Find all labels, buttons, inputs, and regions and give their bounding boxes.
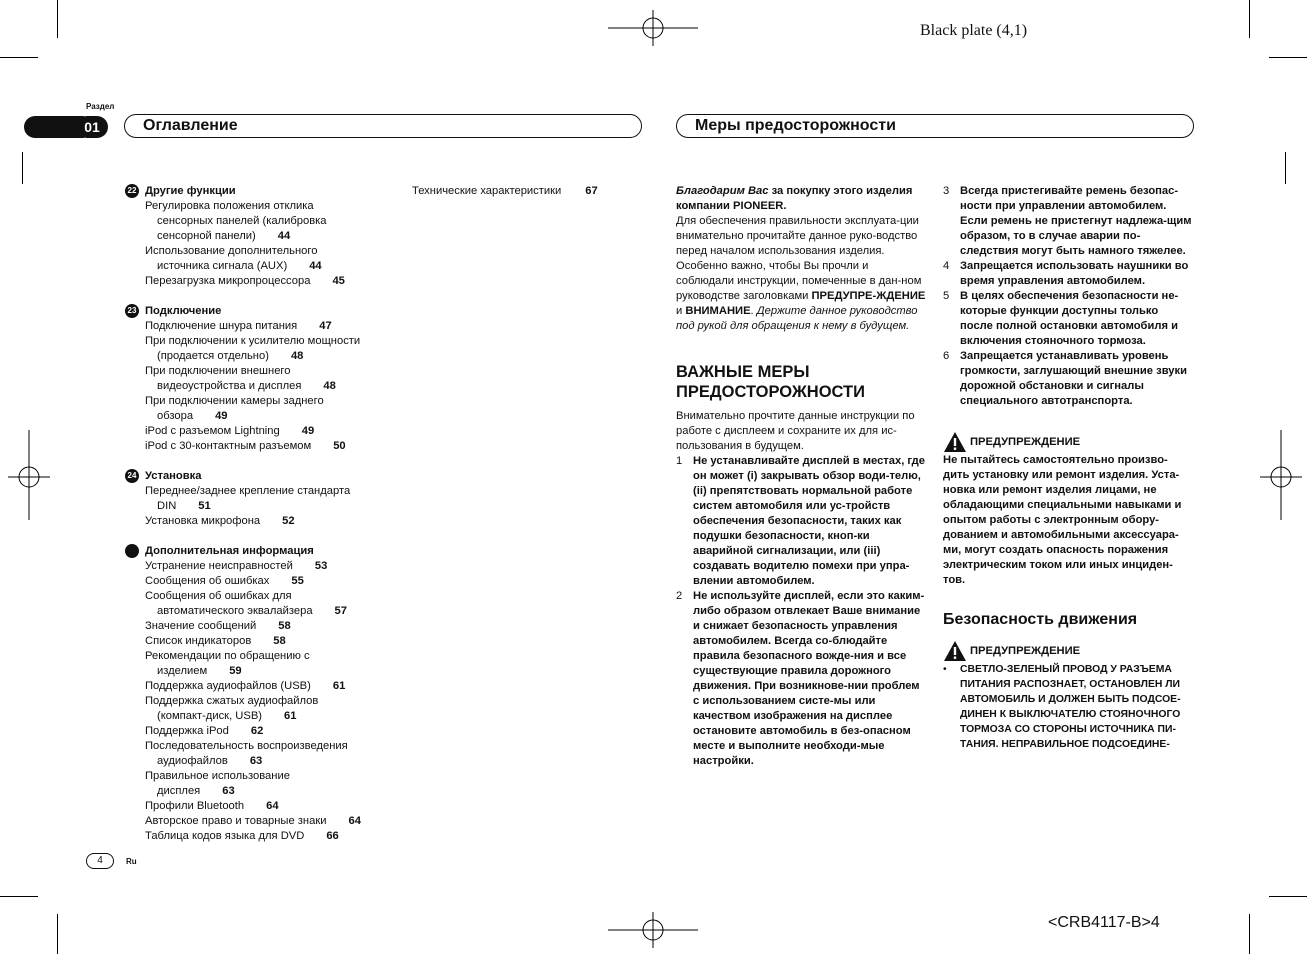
- toc-item[interactable]: [145, 694, 395, 724]
- numbered-item: [676, 454, 926, 589]
- registration-mark-icon: [608, 912, 698, 948]
- toc-item[interactable]: [145, 244, 395, 274]
- toc-item-label: видеоустройства и дисплея: [157, 380, 302, 392]
- toc-tech-specs: [412, 184, 612, 199]
- toc-item-label: Подключение шнура питания: [145, 320, 298, 332]
- toc-item-label: При подключении камеры заднего: [145, 395, 324, 407]
- toc-item-label: изделием: [157, 665, 208, 677]
- toc-item-label: Значение сообщений: [145, 620, 257, 632]
- warning-heading: [943, 431, 1193, 453]
- toc-item-page: 64: [348, 815, 361, 827]
- toc-item-page: 44: [277, 230, 291, 242]
- warning-text: Не пытайтесь самостоятельно произво-дить установку или ремонт изделия. Уста-новка или ремонт изделия лицами, не обладающими специальными навыками и опытом работы с электронным обору-дованием и автомобильными аксессуара-ми, могут создать опасность поражения электрическим током или иных инциден-тов.: [943, 454, 1182, 586]
- crop-mark: [1269, 57, 1307, 58]
- intro-and: и: [676, 305, 686, 317]
- toc-item-label: дисплея: [157, 785, 201, 797]
- toc-item-page: 66: [326, 830, 339, 842]
- toc-item-page: 59: [229, 665, 242, 677]
- crop-mark: [1269, 896, 1307, 897]
- warning-title: ПРЕДУПРЕЖДЕНИЕ: [970, 435, 1081, 448]
- toc-item-label: Список индикаторов: [145, 635, 252, 647]
- item-number: 3: [943, 185, 950, 197]
- numbered-item: [676, 589, 926, 769]
- crop-mark: [57, 914, 58, 954]
- toc-item[interactable]: [145, 559, 395, 574]
- toc-item-label: аудиофайлов: [157, 755, 228, 767]
- item-text: Всегда пристегивайте ремень безопас-ности при управлении автомобилем. Если ремень не пристегнут надлежа-щим образом, то в случае аварии по-следствия могут быть намного тяжелее.: [960, 185, 1192, 257]
- registration-mark-icon: [608, 10, 698, 46]
- toc-item[interactable]: [145, 574, 395, 589]
- toc-item[interactable]: [145, 589, 395, 619]
- toc-item-label: Установка микрофона: [145, 515, 261, 527]
- toc-section: [145, 544, 395, 844]
- toc-item-page: 48: [290, 350, 304, 362]
- toc-item-page: 62: [250, 725, 264, 737]
- bullet-item: [943, 662, 1193, 752]
- toc-item-page: 52: [282, 515, 295, 527]
- language-code: Ru: [126, 857, 137, 866]
- toc-item-label: Последовательность воспроизведения: [145, 740, 348, 752]
- intro-caution-word: ВНИМАНИЕ: [685, 305, 751, 317]
- toc-section-title[interactable]: Подключение: [145, 305, 222, 317]
- toc-section: [127, 304, 395, 454]
- toc-item-label: Профили Bluetooth: [145, 800, 245, 812]
- section-label: Раздел: [86, 102, 115, 111]
- section-bar: [24, 116, 84, 138]
- toc-section-title[interactable]: Другие функции: [145, 185, 236, 197]
- toc-item[interactable]: [145, 619, 395, 634]
- toc-item-label: Перезагрузка микропроцессора: [145, 275, 311, 287]
- toc-item-page: 63: [222, 785, 235, 797]
- intro-warning-word: ПРЕДУПРЕ-ЖДЕНИЕ: [811, 290, 926, 302]
- toc-item-page: 55: [291, 575, 304, 587]
- toc-item[interactable]: [145, 274, 395, 289]
- toc-item-label: Переднее/заднее крепление стандарта: [145, 485, 351, 497]
- toc-section: [127, 469, 395, 529]
- item-text: Запрещается использовать наушники во время управления автомобилем.: [960, 260, 1189, 287]
- toc-item[interactable]: [145, 319, 395, 334]
- toc-item[interactable]: [145, 634, 395, 649]
- toc-item-label: (продается отдельно): [157, 350, 269, 362]
- toc-item-page: 44: [309, 260, 322, 272]
- toc-section-title[interactable]: Дополнительная информация: [145, 545, 314, 557]
- chapter-number-badge: 24: [125, 469, 139, 483]
- toc-item[interactable]: [145, 829, 395, 844]
- toc-item-label: Сообщения об ошибках для: [145, 590, 292, 602]
- important-precautions-heading: ВАЖНЫЕ МЕРЫ ПРЕДОСТОРОЖНОСТИ: [676, 363, 865, 401]
- toc-item[interactable]: [145, 799, 395, 814]
- intro-text: Для обеспечения правильности эксплуата-ции внимательно прочитайте данное руко-водство перед началом использования изделия. Особенно важно, чтобы Вы прочли и соблюдали инструкции, помеченные в дан-ном руководстве заголовками: [676, 215, 922, 302]
- page-number: 4: [86, 853, 114, 869]
- intro-company: за покупку этого изделия компании PIONEER.: [676, 185, 913, 212]
- warning-heading: [943, 640, 1193, 662]
- toc-item-label: Сообщения об ошибках: [145, 575, 270, 587]
- intro-thanks: Благодарим Вас: [676, 185, 769, 197]
- toc-item[interactable]: [145, 679, 395, 694]
- intro-body: [676, 214, 926, 334]
- toc-item[interactable]: [145, 439, 395, 454]
- chapter-number-badge: [125, 544, 139, 558]
- toc-item-label: источника сигнала (AUX): [157, 260, 288, 272]
- item-text: Не устанавливайте дисплей в местах, где он может (i) закрывать обзор води-телю, (ii) препятствовать нормальной работе систем автомобиля или ус-тройств обеспечения безопасности, таких как подушки безопасности, кноп-ки аварийной сигнализации, или (iii) создавать водителю помехи при упра-влении автомобилем.: [693, 455, 925, 587]
- item-number: 2: [676, 590, 683, 602]
- crop-mark: [1249, 0, 1250, 38]
- numbered-item: [943, 349, 1193, 409]
- toc-item-label: автоматического эквалайзера: [157, 605, 313, 617]
- toc-item[interactable]: [145, 394, 395, 424]
- header-toc-title: Оглавление: [124, 114, 642, 138]
- warning-title: ПРЕДУПРЕЖДЕНИЕ: [970, 644, 1081, 657]
- toc-item-label: При подключении внешнего: [145, 365, 291, 377]
- toc-item-page: 51: [198, 500, 211, 512]
- toc-item[interactable]: [145, 649, 395, 679]
- item-text: Запрещается устанавливать уровень громкости, заглушающий внешние звуки дорожной обстановки и сигналы специального автотранспорта.: [960, 350, 1187, 407]
- intro-keep-manual: Держите данное руководство под рукой для обращения к нему в будущем.: [676, 305, 918, 332]
- chapter-number-badge: 23: [125, 304, 139, 318]
- item-text: В целях обеспечения безопасности не-которые функции доступны только после полной остановки автомобиля и включения стояночного тормоза.: [960, 290, 1179, 347]
- toc-item[interactable]: [145, 334, 395, 364]
- toc-item-page: 53: [314, 560, 328, 572]
- toc-item-label: Поддержка аудиофайлов (USB): [145, 680, 311, 692]
- item-number: 6: [943, 350, 950, 362]
- toc-item-page: 64: [266, 800, 279, 812]
- traffic-safety-heading: Безопасность движения: [943, 611, 1138, 628]
- item-number: 5: [943, 290, 950, 302]
- precautions-column-1: [676, 184, 926, 769]
- precautions-column-2: [943, 184, 1193, 752]
- crop-mark: [0, 57, 38, 58]
- side-mark: [1285, 152, 1286, 184]
- bullet-text: СВЕТЛО-ЗЕЛЕНЫЙ ПРОВОД У РАЗЪЕМА ПИТАНИЯ РАСПОЗНАЕТ, ОСТАНОВЛЕН ЛИ АВТОМОБИЛЬ И ДОЛЖЕН БЫТЬ ПОДСОЕ-ДИНЕН К ВЫКЛЮЧАТЕЛЮ СТОЯНОЧНОГО ТОРМОЗА СО СТОРОНЫ ИСТОЧНИКА ПИ-ТАНИЯ. НЕПРАВИЛЬНОЕ ПОДСОЕДИНЕ-: [960, 664, 1181, 750]
- toc-item-label: iPod с 30-контактным разъемом: [145, 440, 312, 452]
- toc-item-page: 50: [333, 440, 346, 452]
- toc-item-page: 47: [319, 320, 332, 332]
- toc-item[interactable]: [145, 769, 395, 799]
- toc-item-page: 63: [249, 755, 263, 767]
- crop-mark: [1249, 914, 1250, 954]
- toc-item-label: При подключении к усилителю мощности: [145, 335, 361, 347]
- toc-item-label: Поддержка сжатых аудиофайлов: [145, 695, 319, 707]
- toc-item-label: сенсорных панелей (калибровка: [157, 215, 327, 227]
- section-number: 01: [76, 116, 108, 138]
- toc-item-label: Правильное использование: [145, 770, 290, 782]
- toc-item-page: 61: [332, 680, 346, 692]
- toc-item-label: обзора: [157, 410, 194, 422]
- toc-item[interactable]: [145, 814, 395, 829]
- toc-item-label: Регулировка положения отклика: [145, 200, 314, 212]
- intro-paragraph: [676, 184, 926, 214]
- toc-item[interactable]: [145, 424, 395, 439]
- document-code: <CRB4117-B>4: [1048, 914, 1160, 931]
- toc-item-label: DIN: [157, 500, 177, 512]
- toc-item-page: 48: [323, 380, 336, 392]
- toc-item[interactable]: [145, 484, 395, 514]
- toc-item-page: 61: [284, 710, 297, 722]
- item-number: 4: [943, 260, 950, 272]
- toc-item-page: 58: [278, 620, 291, 632]
- plate-label: Black plate (4,1): [920, 22, 1028, 39]
- toc-section: [127, 184, 395, 289]
- toc-item-label: Поддержка iPod: [145, 725, 229, 737]
- toc-item-label: iPod с разъемом Lightning: [145, 425, 280, 437]
- item-number: 1: [676, 455, 683, 467]
- toc-item-page: 45: [332, 275, 345, 287]
- chapter-number-badge: 22: [125, 184, 139, 198]
- toc-item-label: Рекомендации по обращению с: [145, 650, 310, 662]
- toc-item-label: Устранение неисправностей: [145, 560, 293, 572]
- toc-item[interactable]: [145, 199, 395, 244]
- warning-triangle-icon: [943, 640, 967, 662]
- toc-item-label: Технические характеристики: [412, 185, 562, 197]
- toc-item[interactable]: [145, 364, 395, 394]
- toc-item-label: Авторское право и товарные знаки: [145, 815, 327, 827]
- toc-item-label: Таблица кодов языка для DVD: [145, 830, 305, 842]
- toc-item[interactable]: [145, 724, 395, 739]
- toc-item-label: сенсорной панели): [157, 230, 256, 242]
- numbered-item: [943, 289, 1193, 349]
- toc-item-label: (компакт-диск, USB): [157, 710, 263, 722]
- toc-item-label: Использование дополнительного: [145, 245, 318, 257]
- intro-dot: .: [750, 305, 757, 317]
- toc-item-page: 49: [301, 425, 315, 437]
- toc-item[interactable]: [145, 514, 395, 529]
- toc-item-page: 58: [273, 635, 286, 647]
- important-precautions-text: Внимательно прочтите данные инструкции по работе с дисплеем и сохраните их для ис-пользования в будущем.: [676, 410, 915, 452]
- crop-mark: [0, 896, 38, 897]
- toc-section-title[interactable]: Установка: [145, 470, 202, 482]
- toc-item[interactable]: [145, 739, 395, 769]
- numbered-item: [943, 184, 1193, 259]
- header-precautions-title: Меры предосторожности: [676, 114, 1194, 138]
- toc-item-page: 67: [585, 185, 598, 197]
- registration-mark-icon: [1260, 430, 1302, 520]
- side-mark: [22, 152, 23, 184]
- toc-column: [127, 184, 395, 859]
- bullet-mark: •: [943, 664, 947, 675]
- registration-mark-icon: [8, 430, 50, 520]
- toc-item-page: 57: [334, 605, 347, 617]
- toc-item-page: 49: [215, 410, 228, 422]
- item-text: Не используйте дисплей, если это каким-либо образом отвлекает Ваше внимание и снижает безопасность управления автомобилем. Всегда со-блюдайте правила безопасного вожде-ния и все существующие правила дорожного движения. При возникнове-нии проблем с использованием систе-мы или качеством изображения на дисплее остановите автомобиль в без-опасном месте и выполните необходи-мые настройки.: [693, 590, 925, 767]
- warning-triangle-icon: [943, 431, 967, 453]
- numbered-item: [943, 259, 1193, 289]
- crop-mark: [57, 0, 58, 38]
